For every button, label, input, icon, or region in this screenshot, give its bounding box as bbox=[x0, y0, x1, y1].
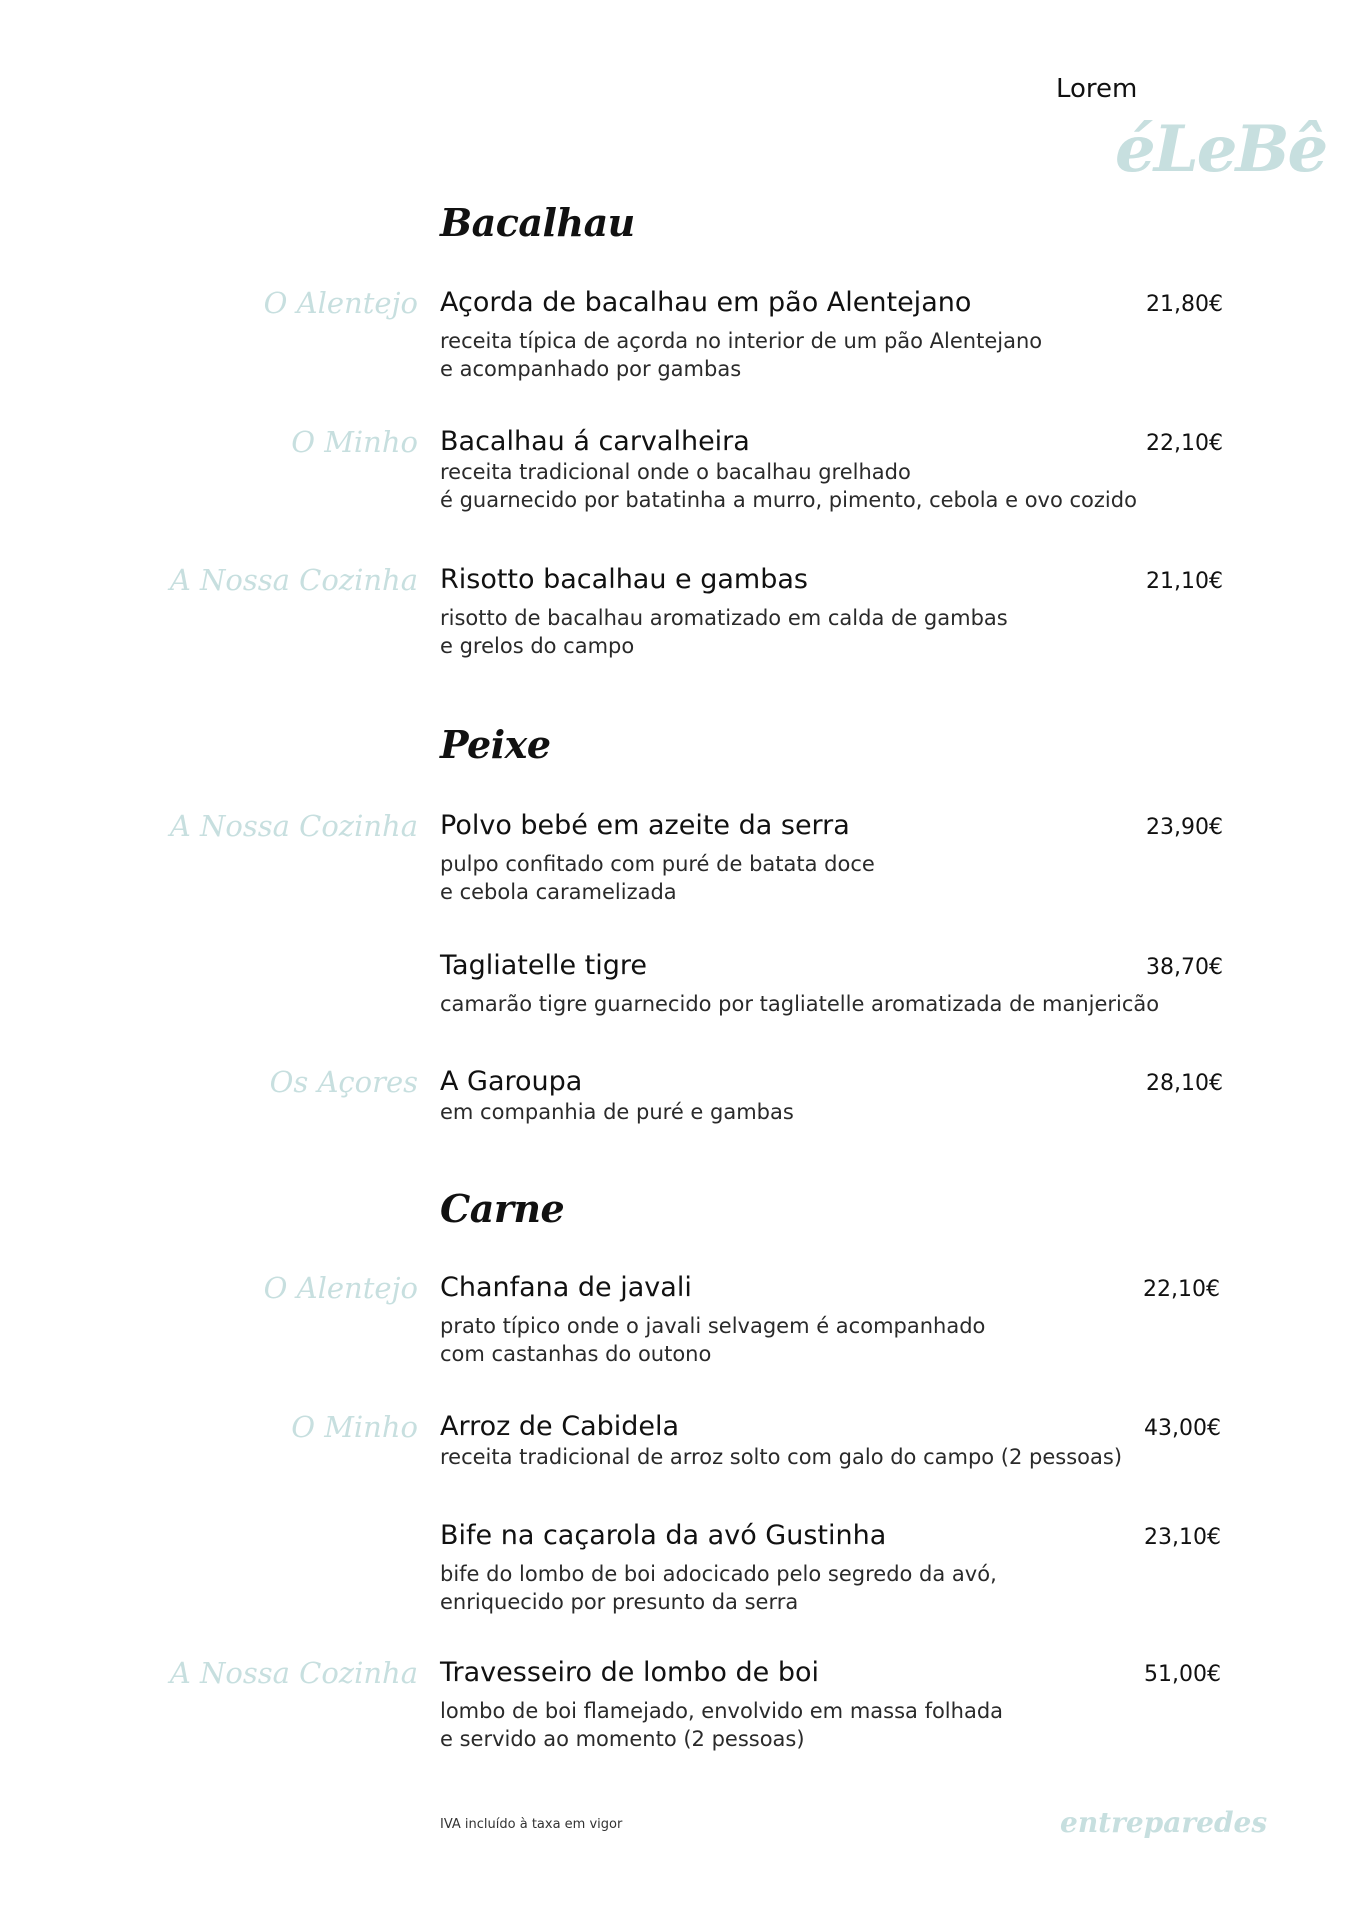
section-title-carne: Carne bbox=[440, 1186, 565, 1231]
item-region: Os Açores bbox=[269, 1065, 418, 1099]
item-description bbox=[440, 850, 875, 906]
item-name: Risotto bacalhau e gambas bbox=[440, 564, 808, 595]
item-price: 21,10€ bbox=[1146, 569, 1223, 594]
item-description bbox=[440, 1560, 997, 1616]
item-description-line: pulpo confitado com puré de batata doce bbox=[440, 852, 875, 876]
header-word: Lorem bbox=[1056, 74, 1138, 104]
item-description bbox=[440, 1443, 1122, 1471]
item-name: Chanfana de javali bbox=[440, 1272, 692, 1303]
item-description-line: em companhia de puré e gambas bbox=[440, 1100, 794, 1124]
item-price: 38,70€ bbox=[1146, 955, 1223, 980]
item-region: O Minho bbox=[291, 425, 418, 459]
item-price: 23,90€ bbox=[1146, 815, 1223, 840]
item-region: O Alentejo bbox=[263, 286, 418, 320]
item-description-line: bife do lombo de boi adocicado pelo segredo da avó, bbox=[440, 1562, 997, 1586]
item-name: Bacalhau á carvalheira bbox=[440, 426, 750, 457]
item-description-line: prato típico onde o javali selvagem é acompanhado bbox=[440, 1314, 986, 1338]
item-region: A Nossa Cozinha bbox=[169, 563, 418, 597]
item-description bbox=[440, 604, 1008, 660]
item-description-line: e grelos do campo bbox=[440, 634, 635, 658]
item-description bbox=[440, 458, 1137, 514]
item-price: 51,00€ bbox=[1144, 1662, 1221, 1687]
item-description bbox=[440, 1098, 794, 1126]
item-region: A Nossa Cozinha bbox=[169, 809, 418, 843]
item-description-line: risotto de bacalhau aromatizado em calda de gambas bbox=[440, 606, 1008, 630]
item-price: 43,00€ bbox=[1144, 1416, 1221, 1441]
item-description-line: receita típica de açorda no interior de um pão Alentejano bbox=[440, 329, 1043, 353]
item-description-line: receita tradicional onde o bacalhau grelhado bbox=[440, 460, 911, 484]
item-description bbox=[440, 990, 1159, 1018]
item-description-line: receita tradicional de arroz solto com galo do campo (2 pessoas) bbox=[440, 1445, 1123, 1469]
item-region: O Minho bbox=[291, 1410, 418, 1444]
footer-brand: entreparedes bbox=[1060, 1806, 1268, 1839]
item-region: O Alentejo bbox=[263, 1271, 418, 1305]
item-price: 28,10€ bbox=[1146, 1071, 1223, 1096]
footer-tax-note: IVA incluído à taxa em vigor bbox=[440, 1817, 623, 1832]
item-price: 21,80€ bbox=[1146, 292, 1223, 317]
item-name: Bife na caçarola da avó Gustinha bbox=[440, 1520, 887, 1551]
item-price: 22,10€ bbox=[1143, 1277, 1220, 1302]
item-name: Tagliatelle tigre bbox=[440, 950, 647, 981]
item-name: Arroz de Cabidela bbox=[440, 1411, 680, 1442]
section-title-peixe: Peixe bbox=[440, 722, 551, 767]
item-description-line: é guarnecido por batatinha a murro, pimento, cebola e ovo cozido bbox=[440, 488, 1137, 512]
item-region: A Nossa Cozinha bbox=[169, 1656, 418, 1690]
item-description-line: camarão tigre guarnecido por tagliatelle aromatizada de manjericão bbox=[440, 992, 1160, 1016]
item-description bbox=[440, 327, 1042, 383]
item-description bbox=[440, 1697, 1003, 1753]
item-description-line: enriquecido por presunto da serra bbox=[440, 1590, 799, 1614]
item-description-line: com castanhas do outono bbox=[440, 1342, 712, 1366]
item-name: Polvo bebé em azeite da serra bbox=[440, 810, 850, 841]
item-price: 23,10€ bbox=[1144, 1525, 1221, 1550]
item-name: A Garoupa bbox=[440, 1066, 583, 1097]
brand-logo: éLeBê bbox=[1115, 112, 1327, 187]
item-description bbox=[440, 1312, 985, 1368]
item-description-line: e cebola caramelizada bbox=[440, 880, 677, 904]
item-description-line: e servido ao momento (2 pessoas) bbox=[440, 1727, 805, 1751]
item-description-line: e acompanhado por gambas bbox=[440, 357, 742, 381]
item-price: 22,10€ bbox=[1146, 431, 1223, 456]
item-name: Açorda de bacalhau em pão Alentejano bbox=[440, 287, 972, 318]
item-name: Travesseiro de lombo de boi bbox=[440, 1657, 820, 1688]
section-title-bacalhau: Bacalhau bbox=[440, 200, 635, 245]
item-description-line: lombo de boi flamejado, envolvido em massa folhada bbox=[440, 1699, 1004, 1723]
